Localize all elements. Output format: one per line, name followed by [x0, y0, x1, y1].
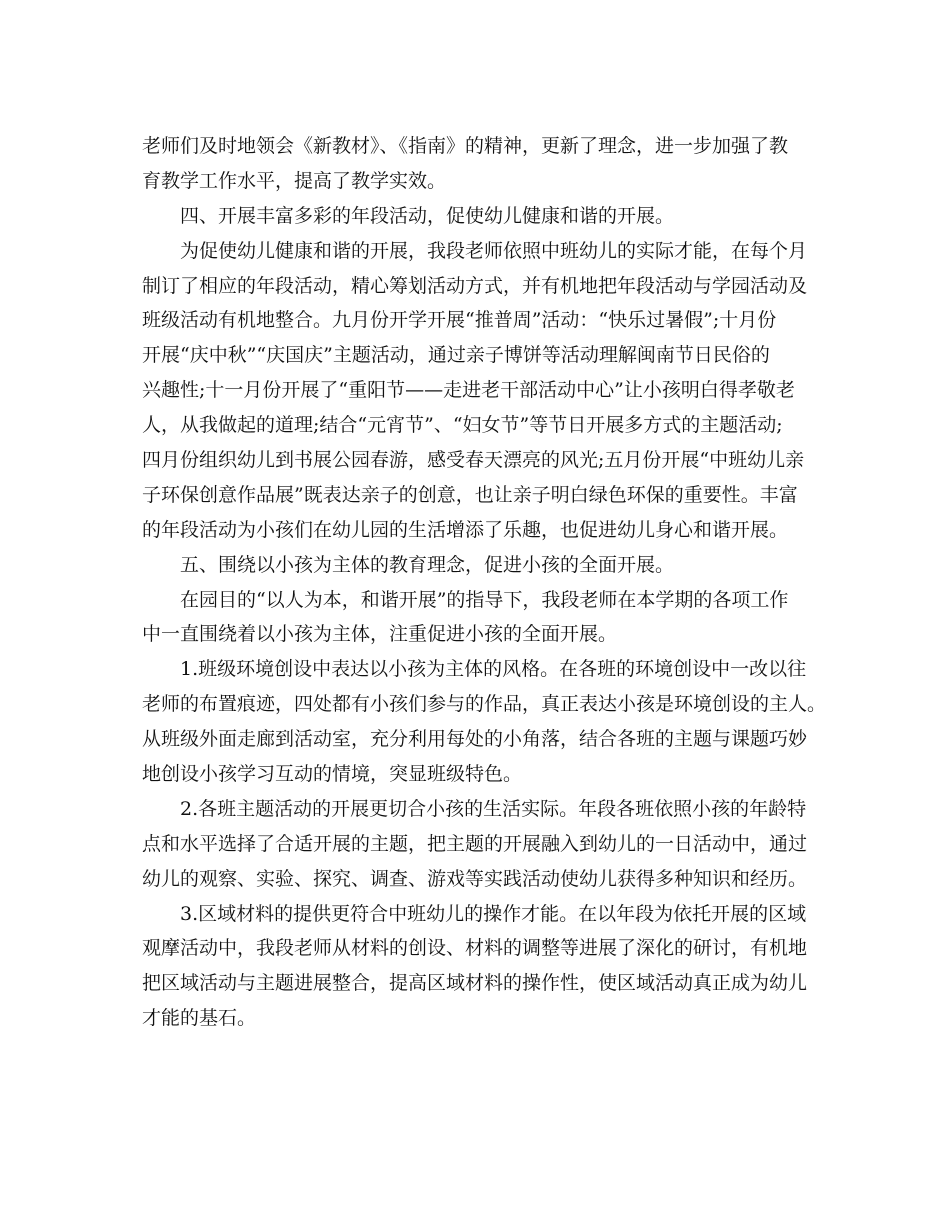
- section-heading: 四、开展丰富多彩的年段活动，促使幼儿健康和谐的开展。: [180, 204, 675, 227]
- section-heading: 五、围绕以小孩为主体的教育理念，促进小孩的全面开展。: [180, 553, 675, 576]
- body-text-line: 的年段活动为小孩们在幼儿园的生活增添了乐趣，也促进幼儿身心和谐开展。: [142, 518, 789, 541]
- body-text-line: 人，从我做起的道理;结合“元宵节”、“妇女节”等节日开展多方式的主题活动;: [142, 414, 783, 437]
- body-text-line: 3.区域材料的提供更符合中班幼儿的操作才能。在以年段为依托开展的区域: [180, 902, 807, 925]
- body-text-line: 地创设小孩学习互动的情境，突显班级特色。: [142, 763, 523, 786]
- body-text-line: 中一直围绕着以小孩为主体，注重促进小孩的全面开展。: [142, 623, 618, 646]
- body-text-line: 才能的基石。: [142, 1007, 257, 1030]
- body-text-line: 老师的布置痕迹，四处都有小孩们参与的作品，真正表达小孩是环境创设的主人。: [142, 693, 827, 716]
- body-text-line: 把区域活动与主题进展整合，提高区域材料的操作性，使区域活动真正成为幼儿: [142, 972, 808, 995]
- body-text-line: 育教学工作水平，提高了教学实效。: [142, 169, 447, 192]
- body-text-line: 老师们及时地领会《新教材》、《指南》的精神，更新了理念，进一步加强了教: [142, 135, 789, 157]
- body-text-line: 2.各班主题活动的开展更切合小孩的生活实际。年段各班依照小孩的年龄特: [180, 797, 807, 820]
- body-text-line: 四月份组织幼儿到书展公园春游，感受春天漂亮的风光;五月份开展“中班幼儿亲: [142, 449, 805, 472]
- body-text-line: 幼儿的观察、实验、探究、调查、游戏等实践活动使幼儿获得多种知识和经历。: [142, 867, 808, 890]
- body-text-line: 开展“庆中秋”“庆国庆”主题活动，通过亲子博饼等活动理解闽南节日民俗的: [142, 344, 770, 367]
- body-text-line: 制订了相应的年段活动，精心筹划活动方式，并有机地把年段活动与学园活动及: [142, 274, 808, 297]
- body-text-line: 为促使幼儿健康和谐的开展，我段老师依照中班幼儿的实际才能，在每个月: [180, 239, 808, 262]
- body-text-line: 点和水平选择了合适开展的主题，把主题的开展融入到幼儿的一日活动中，通过: [142, 832, 808, 855]
- document-body: [142, 129, 827, 1036]
- body-text-line: 在园目的“以人为本，和谐开展”的指导下，我段老师在本学期的各项工作: [180, 588, 789, 611]
- body-text-line: 1.班级环境创设中表达以小孩为主体的风格。在各班的环境创设中一改以往: [180, 658, 807, 681]
- body-text-line: 观摩活动中，我段老师从材料的创设、材料的调整等进展了深化的研讨，有机地: [142, 937, 808, 960]
- body-text-line: 班级活动有机地整合。九月份开学开展“推普周”活动：“快乐过暑假”;十月份: [142, 309, 777, 332]
- body-text-line: 子环保创意作品展”既表达亲子的创意，也让亲子明白绿色环保的重要性。丰富: [142, 483, 798, 506]
- body-text-line: 兴趣性;十一月份开展了“重阳节——走进老干部活动中心”让小孩明白得孝敬老: [142, 379, 795, 402]
- body-text-line: 从班级外面走廊到活动室，充分利用每处的小角落，结合各班的主题与课题巧妙: [142, 728, 808, 751]
